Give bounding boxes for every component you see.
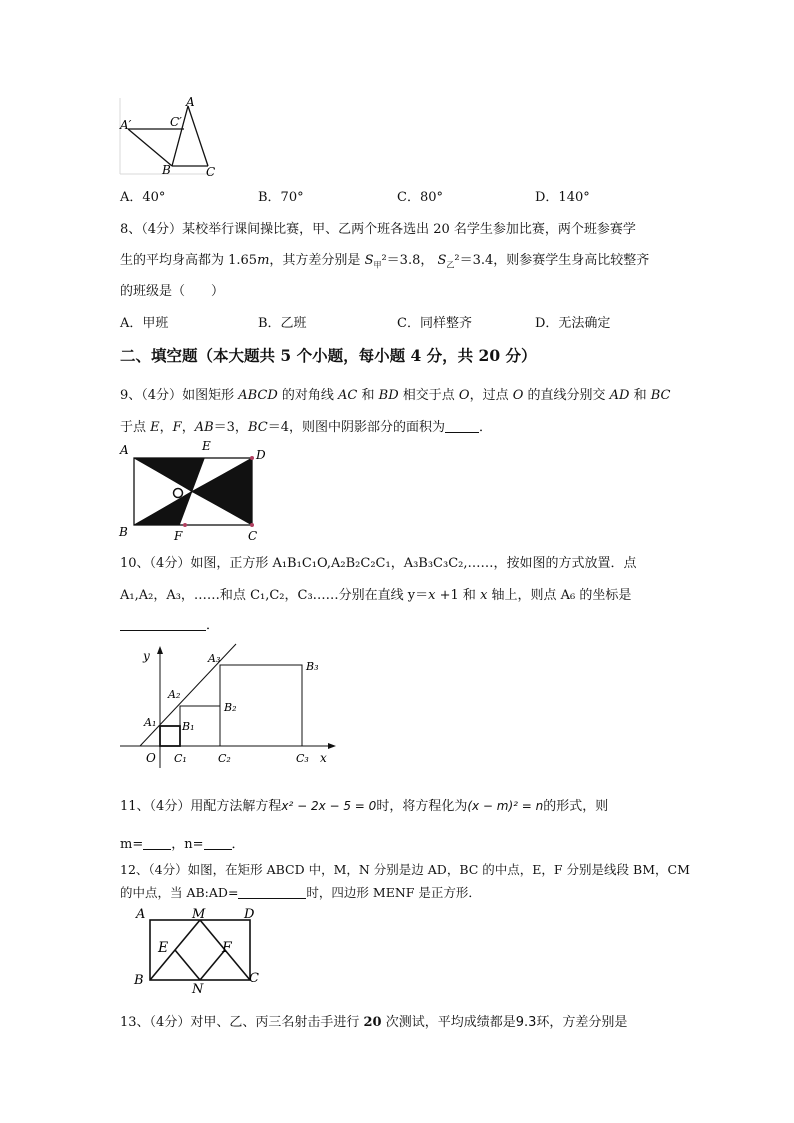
q12-fig-label-e: E — [158, 940, 169, 956]
q11-m-blank[interactable] — [143, 837, 171, 850]
q11-line2: m= ，n= ． — [120, 837, 245, 852]
q9-fig-label-b: B — [119, 525, 128, 539]
q8-option-c: C．同样整齐 — [397, 316, 472, 331]
q7-option-b: B．70° — [258, 190, 304, 205]
q10-fig-label-a1: A₁ — [144, 716, 157, 729]
q10-fig-label-c2: C₂ — [218, 752, 231, 765]
q9-fig-label-e: E — [202, 439, 211, 453]
q12-fig-label-m: M — [192, 907, 206, 922]
q7-label-a: A — [186, 96, 195, 109]
q10-fig-label-a3: A₃ — [208, 652, 221, 665]
q12-line2: 的中点，当 AB:AD= 时，四边形 MENF 是正方形． — [120, 885, 481, 900]
q12-answer-blank[interactable] — [238, 886, 306, 899]
q7-label-c: C — [206, 165, 216, 179]
q11-n-blank[interactable] — [204, 837, 232, 850]
q10-fig-label-x: x — [320, 751, 327, 765]
q10-fig-label-c1: C₁ — [174, 752, 187, 765]
q12-fig-label-b: B — [134, 973, 144, 988]
q9-line1: 9、（4分）如图矩形 ABCD 的对角线 AC 和 BD 相交于点 O，过点 O 的直线分别交 AD 和 BC — [120, 388, 671, 403]
q9-fig-label-a: A — [120, 443, 129, 457]
q12-fig-label-c: C — [249, 971, 259, 986]
q10-fig-label-o: O — [146, 751, 156, 765]
q8-option-d: D．无法确定 — [535, 316, 611, 331]
q8-line3: 的班级是（ ） — [120, 284, 225, 299]
q10-fig-label-y: y — [143, 649, 150, 663]
q7-figure — [112, 96, 224, 180]
q10-fig-label-b1: B₁ — [182, 720, 195, 733]
q7-option-d: D．140° — [535, 190, 590, 205]
q12-fig-label-f: F — [222, 940, 232, 956]
q9-figure — [114, 438, 276, 542]
q11-line1: 11、（4分）用配方法解方程x² − 2x − 5 = 0时，将方程化为(x − m)² = n的形式，则 — [120, 799, 609, 814]
section2-heading: 二、填空题（本大题共 5 个小题，每小题 4 分，共 20 分） — [120, 346, 537, 365]
q12-fig-label-a: A — [136, 907, 146, 922]
q10-fig-label-a2: A₂ — [168, 688, 181, 701]
q9-fig-label-f: F — [174, 529, 183, 542]
q7-option-c: C．80° — [397, 190, 443, 205]
q10-line1: 10、（4分）如图，正方形 A₁B₁C₁O,A₂B₂C₂C₁，A₃B₃C₃C₂,……，按如图的方式放置．点 — [120, 556, 637, 571]
q7-label-a-prime: A′ — [120, 118, 132, 132]
q10-line2: A₁,A₂，A₃，……和点 C₁,C₂，C₃……分别在直线 y＝x +1 和 x 轴上，则点 A₆ 的坐标是 — [120, 588, 632, 603]
q8-option-b: B．乙班 — [258, 316, 307, 331]
q12-figure — [130, 904, 266, 996]
q10-figure — [118, 640, 338, 772]
q8-line1: 8、（4分）某校举行课间操比赛，甲、乙两个班各选出 20 名学生参加比赛，两个班参赛学 — [120, 222, 636, 237]
q8-option-a: A．甲班 — [120, 316, 169, 331]
q7-option-a: A．40° — [120, 190, 166, 205]
q13-line1: 13、（4分）对甲、乙、丙三名射击手进行 20 次测试，平均成绩都是9.3环，方差分别是 — [120, 1015, 628, 1030]
q9-line2: 于点 E，F，AB＝3，BC＝4，则图中阴影部分的面积为 ． — [120, 420, 492, 435]
q10-fig-label-b3: B₃ — [306, 660, 319, 673]
q7-label-c-prime: C′ — [170, 115, 182, 129]
q7-label-b: B — [162, 163, 171, 177]
q10-answer-blank[interactable] — [120, 618, 206, 631]
q10-line3: ． — [120, 614, 219, 633]
q10-fig-label-c3: C₃ — [296, 752, 309, 765]
q12-line1: 12、（4分）如图，在矩形 ABCD 中，M，N 分别是边 AD，BC 的中点，E，F 分别是线段 BM，CM — [120, 862, 690, 877]
q8-line2: 生的平均身高都为 1.65m，其方差分别是 $S_甲^2=3.8$， $S_乙^2=3.4$，则参赛学生身高比较整齐 — [120, 253, 650, 270]
q12-fig-label-d: D — [244, 907, 255, 922]
q9-answer-blank[interactable] — [445, 420, 479, 433]
q12-fig-label-n: N — [192, 982, 204, 996]
q10-fig-label-b2: B₂ — [224, 701, 237, 714]
q9-fig-label-d: D — [256, 448, 266, 462]
q9-fig-label-c: C — [248, 529, 258, 542]
